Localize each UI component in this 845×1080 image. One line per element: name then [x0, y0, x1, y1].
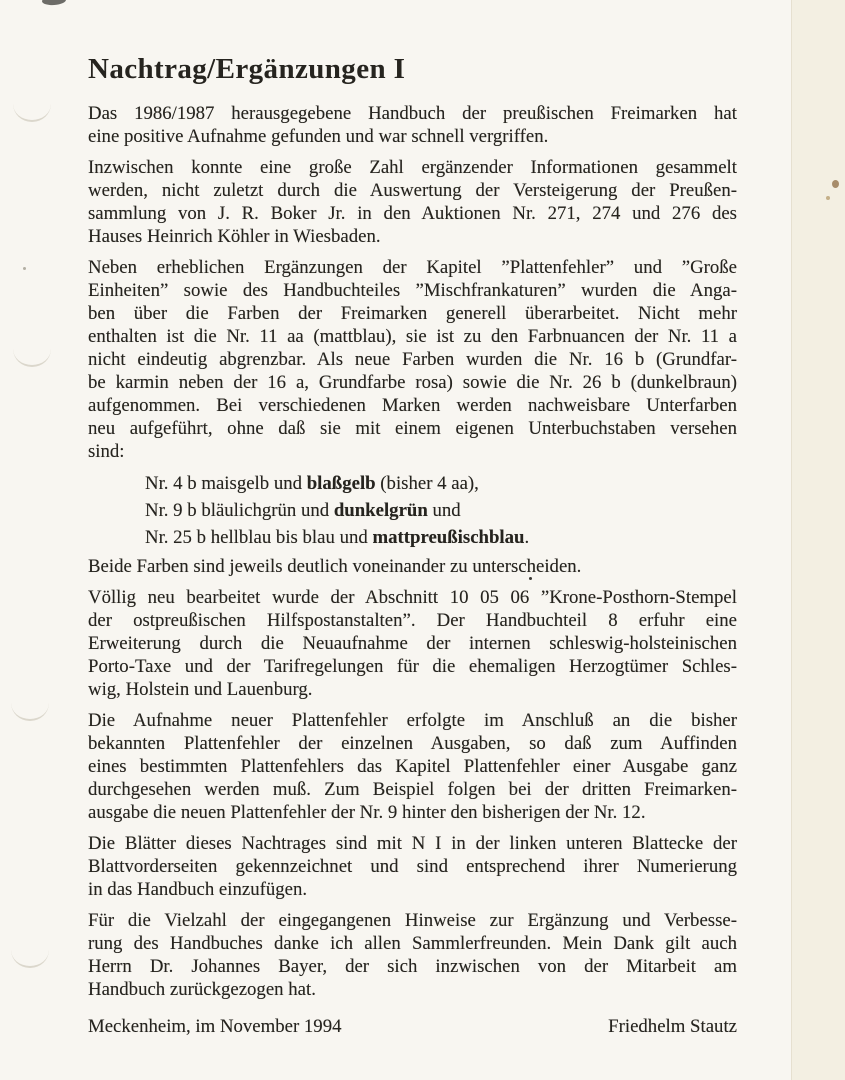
text-line: be karmin neben der 16 a, Grundfarbe rosa) sowie die Nr. 26 b (dunkelbraun) [88, 372, 737, 393]
text-line: Die Blätter dieses Nachtrages sind mit N I in der linken unteren Blattecke der [88, 833, 737, 854]
page-title: Nachtrag/Ergänzungen I [88, 53, 406, 85]
text-line: nicht eindeutig abgrenzbar. Als neue Farben wurden die Nr. 16 b (Grundfar- [88, 349, 737, 370]
list-item-text: Nr. 9 b bläulichgrün und [145, 500, 334, 521]
text-line: der ostpreußischen Hilfspostanstalten”. Der Handbuchteil 8 erfuhr eine [88, 610, 737, 631]
place-date: Meckenheim, im November 1994 [88, 1016, 342, 1037]
text-line: Die Aufnahme neuer Plattenfehler erfolgte im Anschluß an die bisher [88, 710, 737, 731]
list-item [88, 525, 737, 551]
list-item-text: Nr. 4 b maisgelb und [145, 473, 307, 494]
text-line: aufgenommen. Bei verschiedenen Marken werden nachweisbare Unterfarben [88, 395, 737, 416]
text-line: wig, Holstein und Lauenburg. [88, 679, 313, 700]
text-line: ben über die Farben der Freimarken generell überarbeitet. Nicht mehr [88, 303, 737, 324]
text-line: bekannten Plattenfehler der einzelnen Ausgaben, so daß zum Auffinden [88, 733, 737, 754]
text-line: Einheiten” sowie des Handbuchteiles ”Mischfrankaturen” wurden die Anga- [88, 280, 737, 301]
text-line: neu aufgeführt, ohne daß sie mit einem eigenen Unterbuchstaben versehen [88, 418, 737, 439]
text-line: Erweiterung durch die Neuaufnahme der internen schleswig-holsteinischen [88, 633, 737, 654]
paragraph [88, 709, 737, 824]
scan-speck [23, 267, 26, 270]
paragraph [88, 832, 737, 901]
text-line: sammlung von J. R. Boker Jr. in den Auktionen Nr. 271, 274 und 276 des [88, 203, 737, 224]
text-line: Für die Vielzahl der eingegangenen Hinweise zur Ergänzung und Verbesse- [88, 910, 737, 931]
binding-ring-mark [11, 950, 49, 968]
text-line: Hauses Heinrich Köhler in Wiesbaden. [88, 226, 381, 247]
paragraph [88, 256, 737, 463]
document-content [88, 52, 737, 1038]
text-line: eines bestimmten Plattenfehlers das Kapitel Plattenfehler einer Ausgabe ganz [88, 756, 737, 777]
list-item [88, 471, 737, 497]
document-footer [88, 1015, 737, 1038]
scan-speck [832, 180, 839, 188]
color-list [88, 471, 737, 551]
text-line: werden, nicht zuletzt durch die Auswertung der Versteigerung der Preußen- [88, 180, 737, 201]
list-item-text: . [524, 527, 530, 548]
text-line: Beide Farben sind jeweils deutlich voneinander zu unterscheiden. [88, 556, 582, 577]
paragraph [88, 555, 737, 578]
author-name: Friedhelm Stautz [608, 1016, 737, 1037]
color-name-bold: dunkelgrün [333, 500, 428, 521]
paragraph [88, 909, 737, 1001]
scan-smudge [42, 0, 67, 6]
text-line: Das 1986/1987 herausgegebene Handbuch der preußischen Freimarken hat [88, 103, 737, 124]
page-edge-strip [791, 0, 845, 1080]
text-line: Neben erheblichen Ergänzungen der Kapitel ”Plattenfehler” und ”Große [88, 257, 737, 278]
text-line: Herrn Dr. Johannes Bayer, der sich inzwischen von der Mitarbeit am [88, 956, 737, 977]
binding-ring-mark [13, 349, 51, 367]
scan-speck [826, 196, 830, 200]
text-line: rung des Handbuches danke ich allen Sammlerfreunden. Mein Dank gilt auch [88, 933, 737, 954]
text-line: enthalten ist die Nr. 11 aa (mattblau), sie ist zu den Farbnuancen der Nr. 11 a [88, 326, 737, 347]
text-line: ausgabe die neuen Plattenfehler der Nr. 9 hinter den bisherigen der Nr. 12. [88, 802, 646, 823]
paragraph [88, 586, 737, 701]
color-name-bold: mattpreußischblau [372, 527, 525, 548]
text-line: in das Handbuch einzufügen. [88, 879, 308, 900]
text-line: eine positive Aufnahme gefunden und war schnell vergriffen. [88, 126, 549, 147]
text-line: Völlig neu bearbeitet wurde der Abschnitt 10 05 06 ”Krone-Posthorn-Stempel [88, 587, 737, 608]
list-item-text: und [427, 500, 461, 521]
binding-ring-mark [13, 104, 51, 122]
list-item [88, 498, 737, 524]
text-line: Porto-Taxe und der Tarifregelungen für die ehemaligen Herzogtümer Schles- [88, 656, 737, 677]
text-line: sind: [88, 441, 125, 462]
list-item-text: Nr. 25 b hellblau bis blau und [145, 527, 373, 548]
text-line: durchgesehen werden muß. Zum Beispiel folgen bei der dritten Freimarken- [88, 779, 737, 800]
paragraph [88, 102, 737, 148]
text-line: Blattvorderseiten gekennzeichnet und sind entsprechend ihrer Numerierung [88, 856, 737, 877]
binding-ring-mark [11, 703, 49, 721]
color-name-bold: blaßgelb [306, 473, 376, 494]
list-item-text: (bisher 4 aa), [375, 473, 479, 494]
document-body [88, 102, 737, 1001]
text-line: Inzwischen konnte eine große Zahl ergänzender Informationen gesammelt [88, 157, 737, 178]
text-line: Handbuch zurückgezogen hat. [88, 979, 316, 1000]
paragraph [88, 156, 737, 248]
